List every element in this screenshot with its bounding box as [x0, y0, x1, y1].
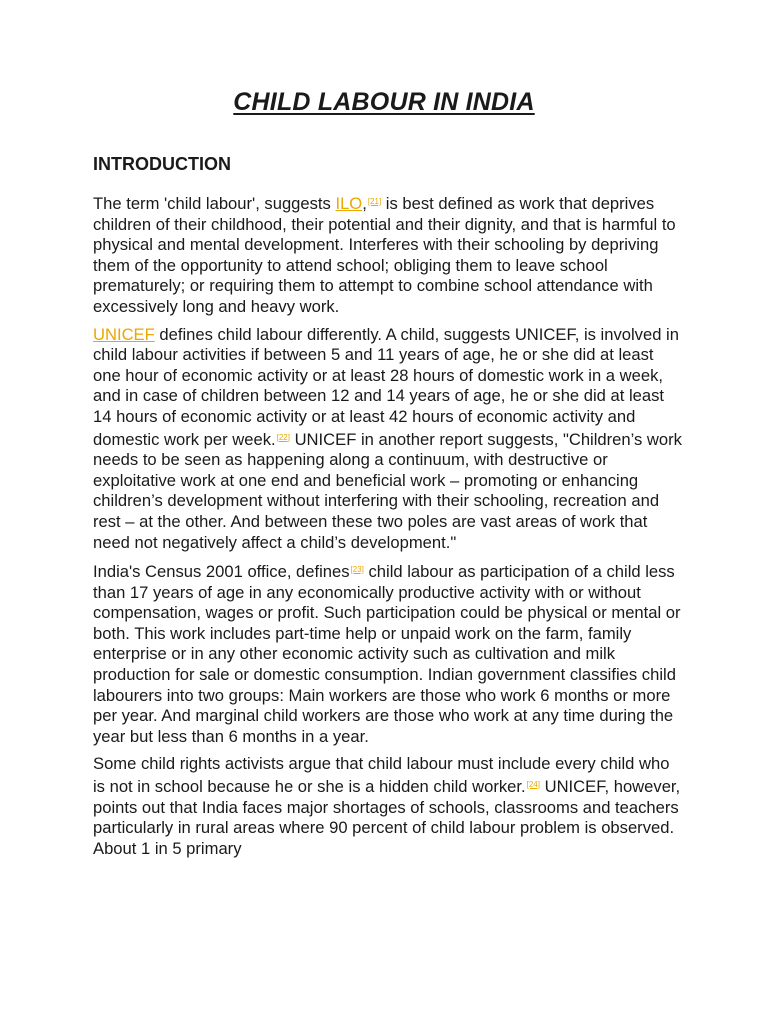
paragraph-3-text-a: India's Census 2001 office, defines — [93, 562, 350, 582]
paragraph-4-text-a: Some child rights activists argue that child labour must include every child who is not in school because he or she is a hidden child worker. — [93, 754, 670, 797]
paragraph-2-text-a: defines child labour differently. A child, suggests UNICEF, is involved in child labour activities if between 5 and 11 years of age, he or she did at least one hour of economic activity or at least 28 hours of domestic work in a week, and in case of children between 12 and 14 years of age, he or she did at least 14 hours of economic activity or at least 42 hours of economic activity and domestic work per week. — [93, 324, 679, 449]
paragraph-1-text-b: , — [362, 194, 367, 213]
footnote-ref-21[interactable]: [21] — [367, 197, 382, 206]
paragraph-3 — [93, 560, 683, 747]
paragraph-4-text-b: UNICEF, however, points out that India faces major shortages of schools, classrooms and teachers particularly in rural areas where 90 percent of child labour problem is observed. About 1 in 5 primary — [93, 777, 681, 858]
link-ilo[interactable]: ILO — [335, 194, 363, 213]
paragraph-2-text-b: UNICEF in another report suggests, "Children’s work needs to be seen as happening along a continuum, with destructive or exploitative work at one end and beneficial work – promoting or enhancing children’s development without interfering with their schooling, recreation and rest – at the other. And between these two poles are vast areas of work that need not negatively affect a child’s development." — [93, 429, 682, 552]
footnote-ref-22[interactable]: [22] — [276, 432, 290, 442]
link-unicef[interactable]: UNICEF — [93, 324, 155, 344]
footnote-ref-24[interactable]: [24] — [526, 780, 540, 790]
paragraph-4 — [93, 754, 683, 859]
paragraph-3-text-b: child labour as participation of a child less than 17 years of age in any economically productive activity with or without compensation, wages or profit. Such participation could be physical or mental or both. This work includes part-time help or unpaid work on the farm, family enterprise or in any other economic activity such as cultivation and milk production for sale or domestic consumption. Indian government classifies child labourers into two groups: Main workers are those who work 6 months or more per year. And marginal child workers are those who work at any time during the year but less than 6 months in a year. — [93, 562, 681, 746]
paragraph-1-text-c: is best defined as work that deprives children of their childhood, their potential and their dignity, and that is harmful to physical and mental development. Interferes with their schooling by depriving them of the opportunity to attend school; obliging them to leave school prematurely; or requiring them to attempt to combine school attendance with excessively long and heavy work. — [93, 194, 676, 316]
page-title: CHILD LABOUR IN INDIA — [233, 88, 535, 116]
footnote-ref-23[interactable]: [23] — [350, 565, 364, 575]
paragraph-1-text-a: The term 'child labour', suggests — [93, 194, 336, 213]
section-heading-introduction: INTRODUCTION — [93, 154, 231, 174]
document-body — [93, 192, 683, 866]
paragraph-1 — [93, 192, 683, 318]
paragraph-2 — [93, 325, 683, 554]
